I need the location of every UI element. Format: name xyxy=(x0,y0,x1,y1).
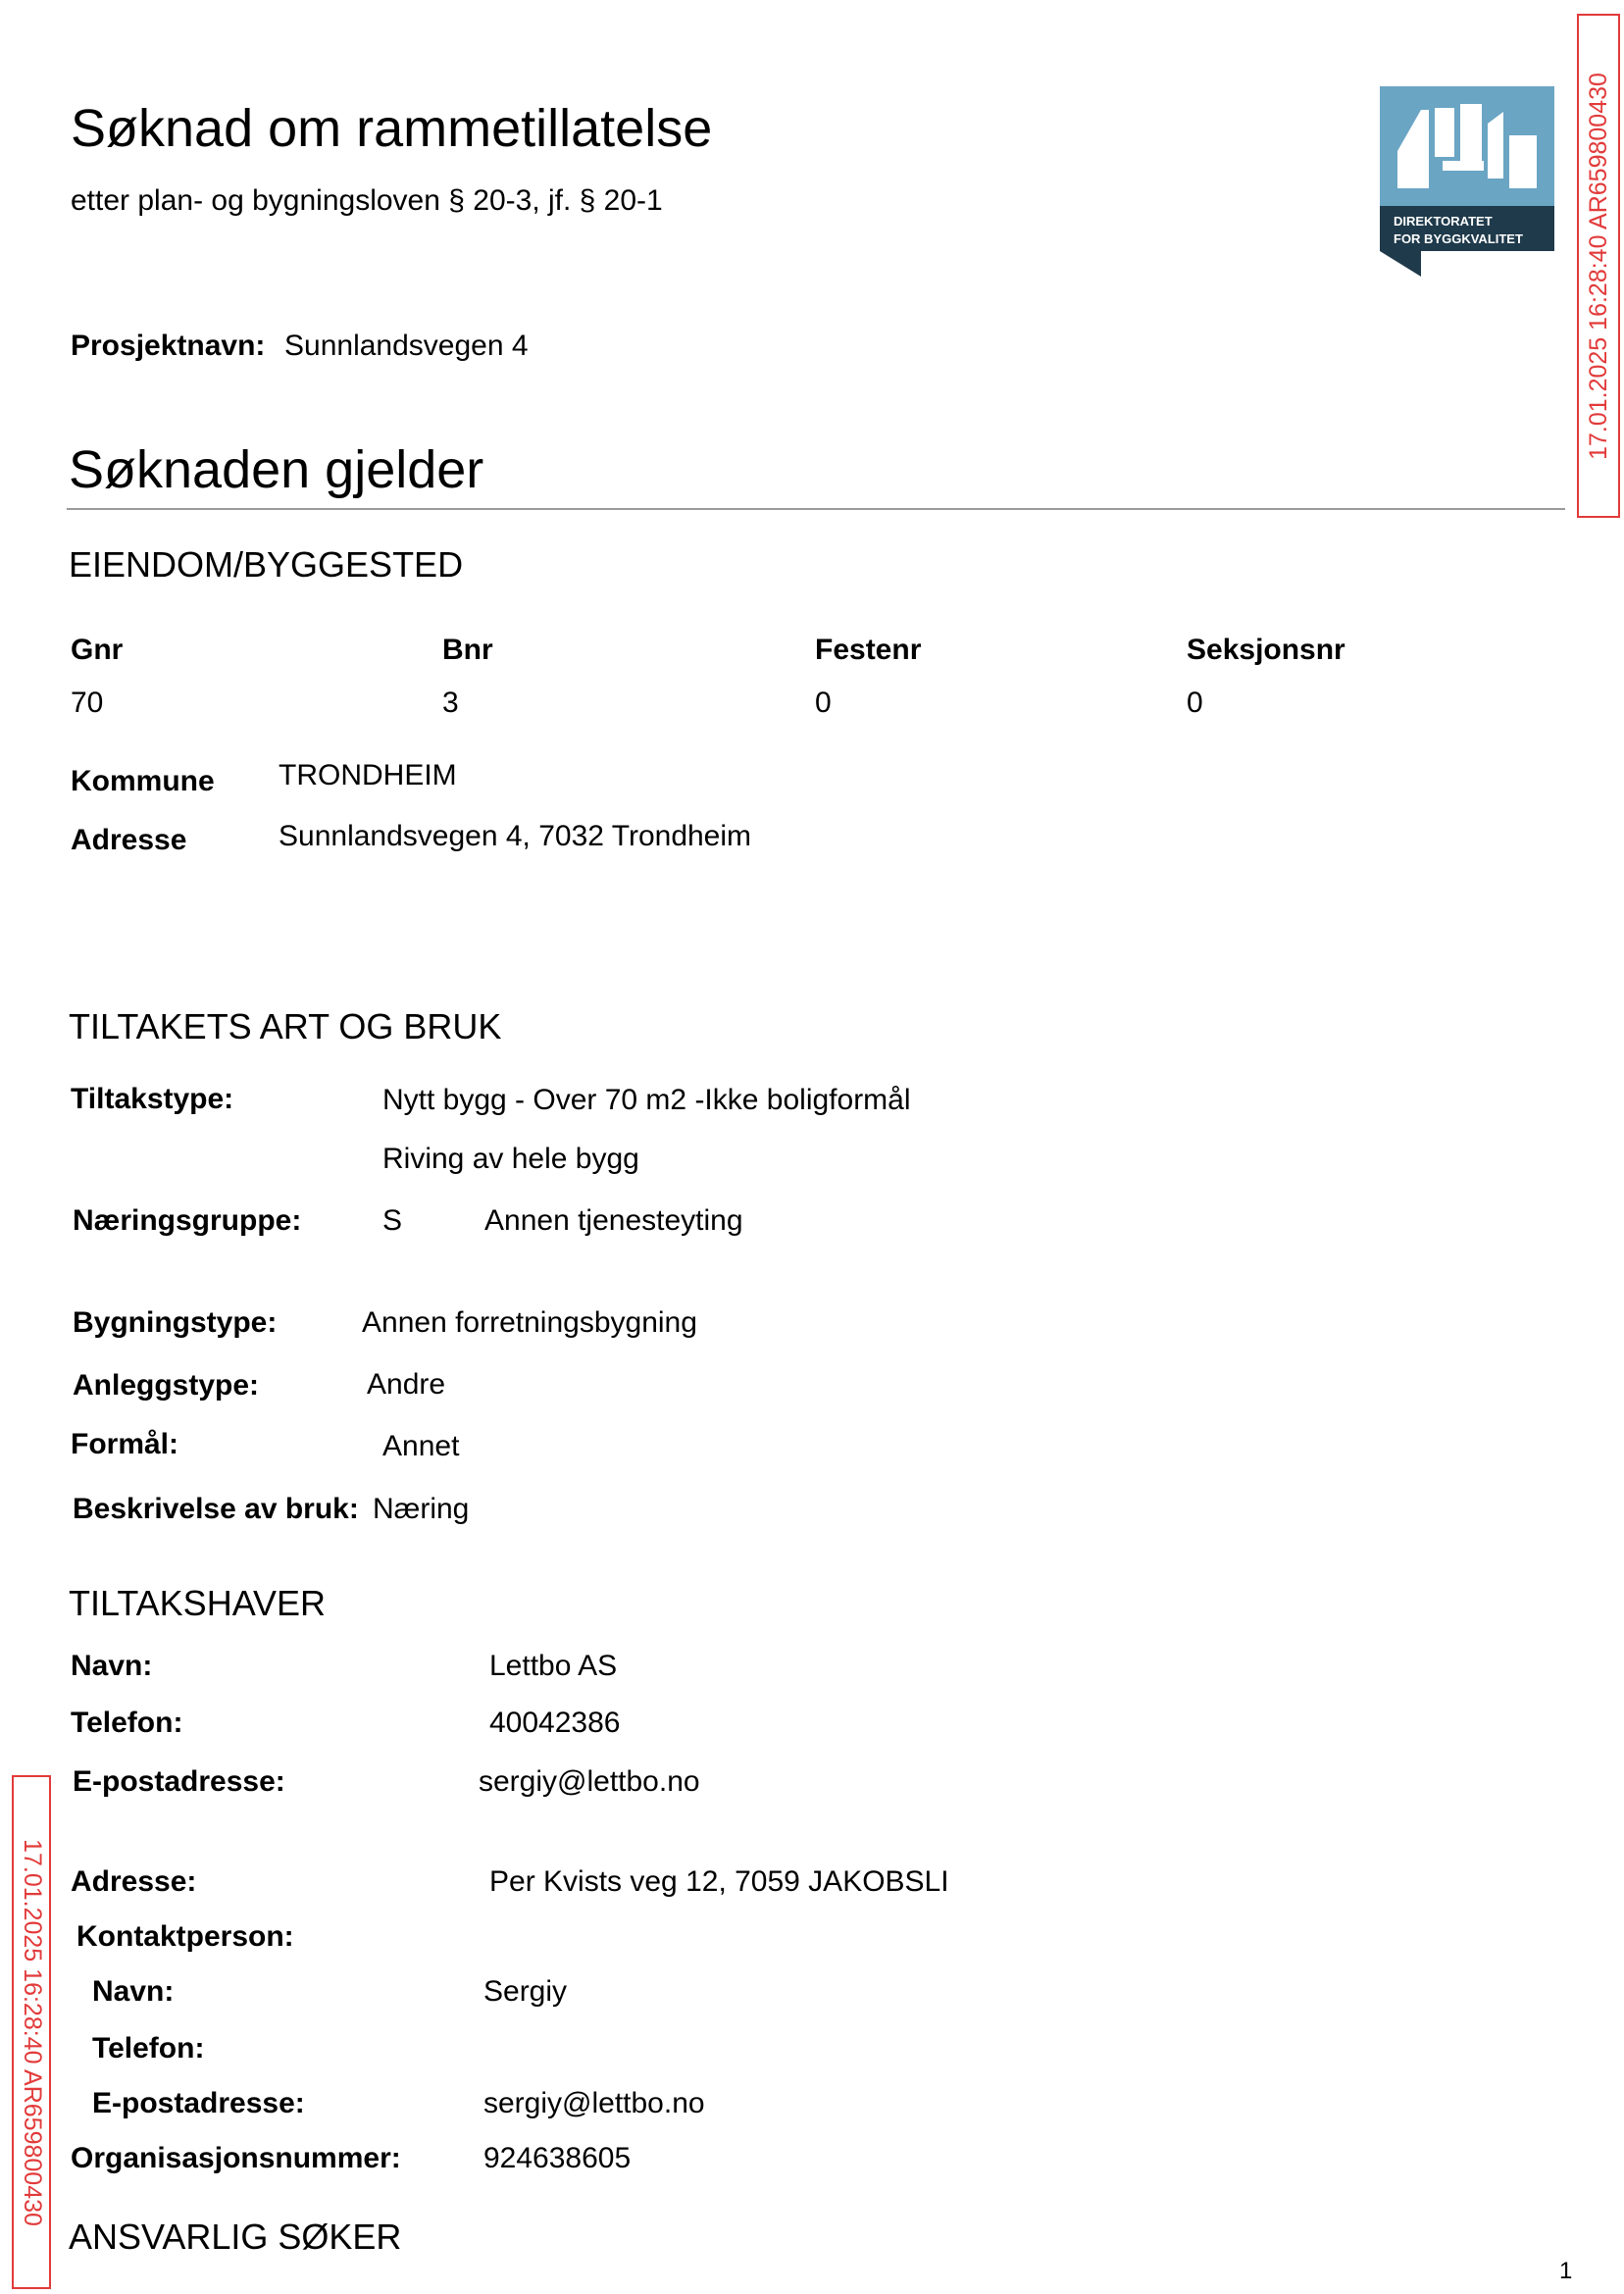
beskrivelse-value: Næring xyxy=(373,1493,470,1525)
document-subtitle: etter plan- og bygningsloven § 20-3, jf. § 20-1 xyxy=(71,184,663,217)
kontakt-navn-label: Navn: xyxy=(92,1975,175,2008)
section-title: Søknaden gjelder xyxy=(69,440,484,499)
owner-adresse-value: Per Kvists veg 12, 7059 JAKOBSLI xyxy=(489,1865,949,1898)
beskrivelse-label: Beskrivelse av bruk: xyxy=(73,1493,359,1525)
owner-navn-value: Lettbo AS xyxy=(489,1650,618,1682)
kontakt-epost-label: E-postadresse: xyxy=(92,2087,305,2119)
kontakt-epost-value: sergiy@lettbo.no xyxy=(483,2087,705,2119)
logo-line2: FOR BYGGKVALITET xyxy=(1394,231,1523,246)
timestamp-stamp-right xyxy=(1577,14,1620,518)
bygningstype-value: Annen forretningsbygning xyxy=(362,1306,697,1339)
kontakt-navn-value: Sergiy xyxy=(483,1975,568,2008)
festenr-label: Festenr xyxy=(815,634,922,666)
naeringsgruppe-code: S xyxy=(382,1204,403,1237)
timestamp-stamp-left xyxy=(12,1775,51,2289)
anleggstype-label: Anleggstype: xyxy=(73,1369,260,1402)
measure-heading: TILTAKETS ART OG BRUK xyxy=(69,1006,502,1046)
kommune-label: Kommune xyxy=(71,765,215,797)
owner-adresse-label: Adresse: xyxy=(71,1865,197,1898)
owner-telefon-value: 40042386 xyxy=(489,1707,621,1739)
tiltakstype-value-2: Riving av hele bygg xyxy=(382,1143,639,1175)
dibk-logo xyxy=(1380,86,1554,277)
tiltakstype-value-1: Nytt bygg - Over 70 m2 -Ikke boligformål xyxy=(382,1084,911,1116)
applicant-heading: ANSVARLIG SØKER xyxy=(69,2217,402,2257)
naeringsgruppe-label: Næringsgruppe: xyxy=(73,1204,302,1237)
section-divider xyxy=(67,508,1565,510)
document-title: Søknad om rammetillatelse xyxy=(71,99,713,158)
orgnr-value: 924638605 xyxy=(483,2142,632,2174)
gnr-label: Gnr xyxy=(71,634,124,666)
tiltakstype-label: Tiltakstype: xyxy=(71,1083,234,1115)
anleggstype-value: Andre xyxy=(367,1368,446,1401)
formal-label: Formål: xyxy=(71,1428,179,1460)
bygningstype-label: Bygningstype: xyxy=(73,1306,278,1339)
festenr-value: 0 xyxy=(815,687,832,719)
orgnr-label: Organisasjonsnummer: xyxy=(71,2142,401,2174)
owner-epost-value: sergiy@lettbo.no xyxy=(479,1765,700,1798)
kontakt-telefon-label: Telefon: xyxy=(92,2032,205,2065)
stamp-text: 17.01.2025 16:28:40 AR659800430 xyxy=(18,1838,46,2226)
kontaktperson-label: Kontaktperson: xyxy=(76,1920,294,1953)
kommune-value: TRONDHEIM xyxy=(279,759,457,791)
owner-navn-label: Navn: xyxy=(71,1650,153,1682)
property-heading: EIENDOM/BYGGESTED xyxy=(69,544,464,585)
owner-heading: TILTAKSHAVER xyxy=(69,1583,327,1623)
adresse-value: Sunnlandsvegen 4, 7032 Trondheim xyxy=(279,820,752,852)
project-value: Sunnlandsvegen 4 xyxy=(284,330,529,362)
owner-telefon-label: Telefon: xyxy=(71,1707,183,1739)
seksjonsnr-label: Seksjonsnr xyxy=(1187,634,1345,666)
seksjonsnr-value: 0 xyxy=(1187,687,1203,719)
project-label: Prosjektnavn: xyxy=(71,330,266,362)
formal-value: Annet xyxy=(382,1430,460,1462)
naeringsgruppe-value: Annen tjenesteyting xyxy=(484,1204,743,1237)
page-number: 1 xyxy=(1559,2258,1573,2284)
owner-epost-label: E-postadresse: xyxy=(73,1765,285,1798)
bnr-label: Bnr xyxy=(442,634,493,666)
gnr-value: 70 xyxy=(71,687,104,719)
stamp-text: 17.01.2025 16:28:40 AR659800430 xyxy=(1584,72,1612,460)
bnr-value: 3 xyxy=(442,687,459,719)
dibk-logo-graphic xyxy=(1380,86,1554,277)
adresse-label: Adresse xyxy=(71,824,187,856)
logo-line1: DIREKTORATET xyxy=(1394,214,1493,229)
